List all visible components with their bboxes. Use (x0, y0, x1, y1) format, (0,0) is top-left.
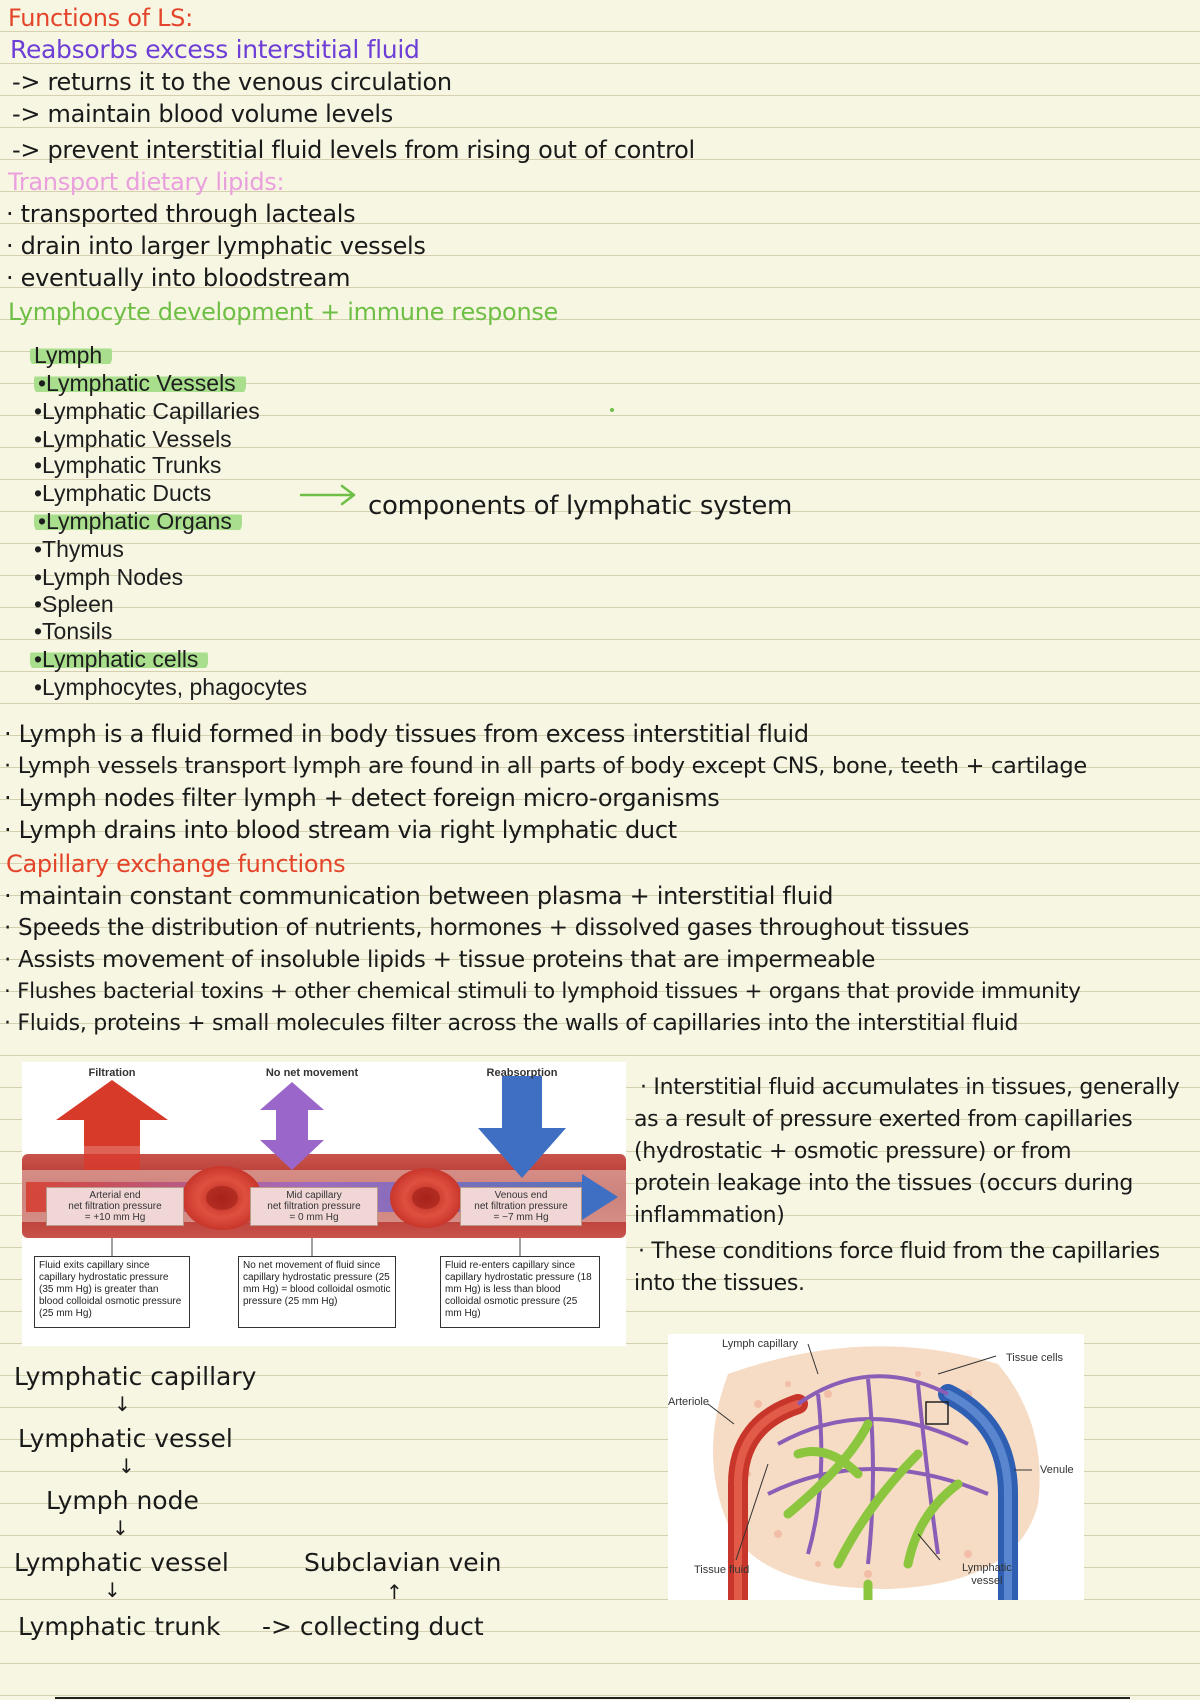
label-tissue-fluid: Tissue fluid (694, 1564, 750, 1576)
flow-down-arrow-icon: ↓ (114, 1392, 131, 1416)
component-item: •Lymphatic Vessels (34, 369, 246, 397)
label-arteriole: Arteriole (668, 1396, 709, 1408)
lipids-item: · transported through lacteals (6, 200, 356, 228)
reabsorb-item: -> maintain blood volume levels (12, 100, 393, 128)
capillary-item: · Assists movement of insoluble lipids + tissue proteins that are impermeable (4, 947, 876, 973)
lymph-fact: · Lymph is a fluid formed in body tissues from excess interstitial fluid (4, 720, 809, 748)
functions-heading: Functions of LS: (8, 4, 193, 32)
capillary-item: · Fluids, proteins + small molecules filter across the walls of capillaries into the interstitial fluid (4, 1011, 1019, 1036)
flow-step: Lymph node (46, 1486, 199, 1515)
green-dot (608, 406, 616, 414)
component-item: •Tonsils (34, 618, 113, 644)
flow-down-arrow-icon: ↓ (112, 1516, 129, 1540)
zone-label-filtration: Filtration (88, 1067, 136, 1079)
interstitial-note-line: · Interstitial fluid accumulates in tissues, generally (640, 1075, 1180, 1100)
component-item: •Lymphatic Capillaries (34, 398, 260, 424)
component-item: •Lymphatic cells (30, 645, 208, 673)
lymph-capillary-drawing (668, 1334, 1084, 1600)
component-item: •Thymus (34, 536, 124, 562)
no-net-caption: No net movement of fluid since capillary hydrostatic pressure (25 mm Hg) = blood colloidal osmotic pressure (25 mm Hg) (238, 1256, 396, 1328)
reabsorb-item: -> prevent interstitial fluid levels from rising out of control (12, 136, 695, 164)
lymph-fact: · Lymph drains into blood stream via right lymphatic duct (4, 816, 677, 844)
flow-step: Lymphatic vessel (18, 1424, 233, 1453)
flow-collecting: -> collecting duct (262, 1612, 484, 1641)
label-lymphatic-vessel: Lymphatic vessel (962, 1562, 1012, 1587)
interstitial-note-line: (hydrostatic + osmotic pressure) or from (634, 1139, 1072, 1164)
flow-step: Lymphatic trunk (18, 1612, 221, 1641)
immune-title: Lymphocyte development + immune response (8, 298, 559, 326)
component-item: •Lymphocytes, phagocytes (34, 674, 308, 700)
label-venule: Venule (1040, 1464, 1074, 1476)
component-item: •Lymphatic Ducts (34, 480, 212, 506)
interstitial-note-line: as a result of pressure exerted from capillaries (634, 1107, 1133, 1132)
arterial-end-label: Arterial end net filtration pressure = +10 mm Hg (46, 1187, 184, 1226)
reabsorb-title: Reabsorbs excess interstitial fluid (10, 35, 420, 64)
reabsorption-caption: Fluid re-enters capillary since capillary hydrostatic pressure (18 mm Hg) is less than blood colloidal osmotic pressure (25 mm Hg) (440, 1256, 600, 1328)
venous-end-label: Venous end net filtration pressure = −7 mm Hg (460, 1187, 582, 1226)
component-item: •Spleen (34, 591, 114, 617)
component-item: •Lymph Nodes (34, 564, 184, 590)
lymph-fact: · Lymph vessels transport lymph are found in all parts of body except CNS, bone, teeth + cartilage (4, 753, 1087, 779)
interstitial-note-line: inflammation) (634, 1203, 785, 1228)
flow-down-arrow-icon: ↓ (118, 1454, 135, 1478)
lipids-item: · eventually into bloodstream (6, 264, 351, 292)
capillary-exchange-figure (22, 1062, 626, 1346)
flow-up-arrow-icon: ↑ (386, 1580, 403, 1604)
components-label: components of lymphatic system (368, 491, 793, 521)
reabsorb-item: -> returns it to the venous circulation (12, 68, 452, 96)
label-lymph-capillary: Lymph capillary (722, 1338, 799, 1350)
component-item: •Lymphatic Vessels (34, 426, 232, 452)
lipids-item: · drain into larger lymphatic vessels (6, 232, 426, 260)
component-item: •Lymphatic Organs (34, 507, 242, 535)
capillary-item: · maintain constant communication between plasma + interstitial fluid (4, 882, 834, 910)
zone-label-no-net: No net movement (265, 1067, 359, 1079)
flow-down-arrow-icon: ↓ (104, 1578, 121, 1602)
zone-label-reabsorption: Reabsorption (486, 1067, 558, 1079)
lymph-fact: · Lymph nodes filter lymph + detect foreign micro-organisms (4, 784, 720, 812)
capillary-title: Capillary exchange functions (6, 850, 346, 878)
flow-subclavian: Subclavian vein (304, 1548, 502, 1577)
capillary-item: · Speeds the distribution of nutrients, hormones + dissolved gases throughout tissues (4, 915, 970, 941)
component-item: Lymph (30, 341, 112, 369)
interstitial-note-line: into the tissues. (634, 1271, 805, 1296)
interstitial-note-line: protein leakage into the tissues (occurs during (634, 1171, 1134, 1196)
mid-capillary-label: Mid capillary net filtration pressure = 0 mm Hg (250, 1187, 378, 1226)
green-arrow-icon (298, 482, 360, 510)
bottom-rule (55, 1697, 1130, 1699)
capillary-item: · Flushes bacterial toxins + other chemical stimuli to lymphoid tissues + organs that provide immunity (4, 979, 1081, 1004)
flow-step: Lymphatic capillary (14, 1362, 257, 1391)
filtration-caption: Fluid exits capillary since capillary hydrostatic pressure (35 mm Hg) is greater than blood colloidal osmotic pressure (25 mm Hg) (34, 1256, 190, 1328)
label-tissue-cells: Tissue cells (1006, 1352, 1064, 1364)
lymph-capillary-figure (668, 1334, 1084, 1600)
interstitial-note-line: · These conditions force fluid from the capillaries (638, 1239, 1160, 1264)
component-item: •Lymphatic Trunks (34, 452, 222, 478)
lipids-title: Transport dietary lipids: (8, 168, 285, 196)
flow-step: Lymphatic vessel (14, 1548, 229, 1577)
